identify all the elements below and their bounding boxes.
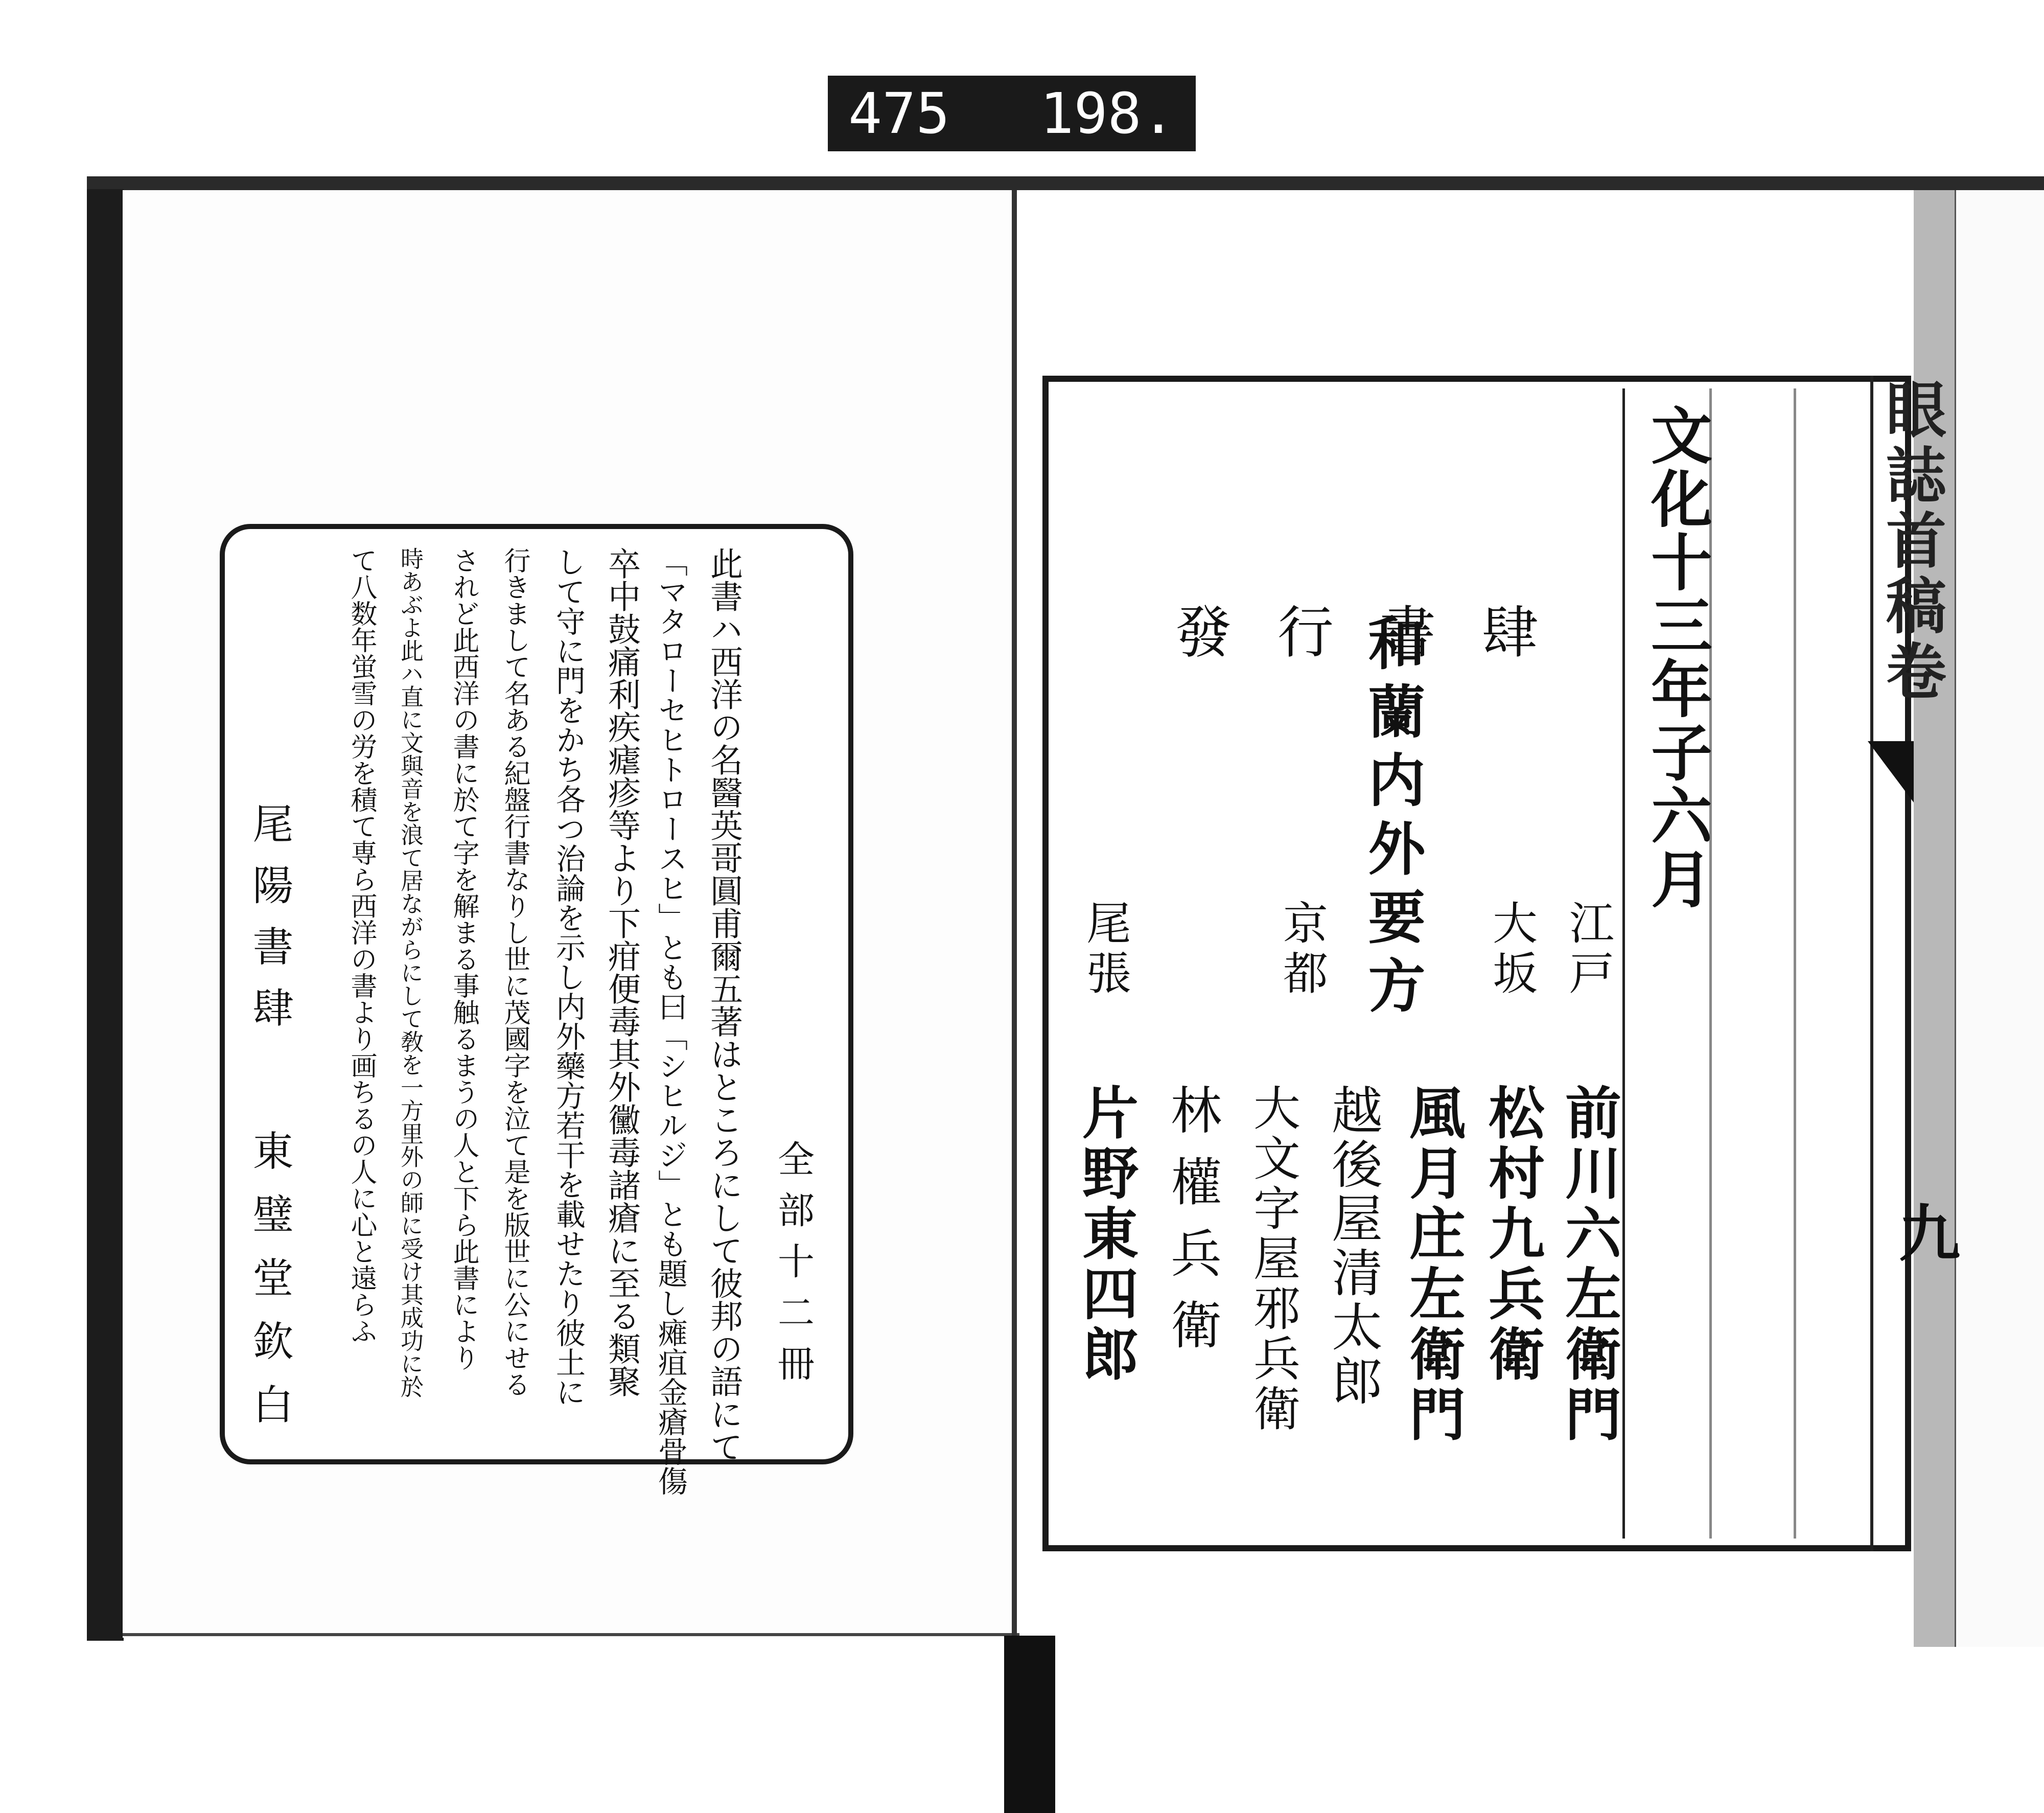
ad-line: 時あぶよ此ハ直に文與音を浪て居ながらにして敎を一方里外の師に受け其成功に於	[397, 547, 424, 1398]
title-marker	[1868, 741, 1914, 802]
call-number-label	[828, 76, 1196, 151]
advertisement-title: 和蘭内外要方	[1359, 613, 1426, 1024]
publication-date: 文化十三年子六月	[1641, 404, 1713, 911]
ad-line: されど此西洋の書に於て字を解まる事触るまうの人と下ら此書により	[448, 547, 479, 1371]
ad-line: て八数年蛍雪の労を積て専ら西洋の書より画ちるの人に心と遠らふ	[346, 547, 377, 1344]
publisher-name: 風月庄左衛門	[1400, 1084, 1466, 1445]
publisher-name: 越後屋清太郎	[1323, 1084, 1383, 1409]
call-number-left: 475	[848, 81, 950, 146]
folio-number: 九	[1889, 1201, 1961, 1263]
page-bottom-edge	[123, 1633, 1022, 1636]
advertisement-volumes: 全部十二冊	[772, 1140, 815, 1395]
publisher-city: 大坂	[1485, 900, 1538, 1000]
publisher-name: 松村九兵衛	[1479, 1084, 1545, 1385]
spine-title: 眼誌首稿卷	[1876, 378, 1947, 705]
advertisement-box	[220, 524, 853, 1464]
ad-signature-place: 尾陽書肆	[246, 802, 293, 1048]
publisher-city: 京都	[1276, 900, 1329, 1000]
ad-line: 卒中鼓痛利疾瘧疹等より下疳便毒其外黴毒諸瘡に至る類聚	[602, 547, 640, 1397]
ad-line: 行きまして名ある紀盤行書なりし世に茂國字を泣て是を版世に公にせる	[499, 547, 530, 1397]
ad-line: して守に門をかち各つ治論を示し内外藥方若干を載せたり彼土に	[551, 547, 586, 1407]
call-number-right: 198.	[1040, 81, 1175, 146]
spine-shadow	[1004, 1636, 1055, 1813]
publisher-name: 片野東四郎	[1073, 1084, 1139, 1385]
publisher-name: 前川六左衛門	[1556, 1084, 1622, 1445]
scan-top-edge	[87, 176, 2044, 191]
publisher-city: 江戸	[1562, 900, 1615, 1000]
publisher-city: 尾張	[1079, 900, 1132, 1000]
publisher-name: 林權兵衛	[1162, 1084, 1222, 1370]
publisher-name: 大文字屋邪兵衛	[1246, 1084, 1300, 1434]
ad-signature-name: 東璧堂欽白	[246, 1130, 293, 1447]
colophon-rule	[1794, 388, 1796, 1539]
ad-line: 「マタローセヒトロースヒ」とも曰「シヒルジ」とも題し瘫疽金瘡骨傷	[653, 547, 688, 1496]
publishers-heading: 發行書肆	[1175, 600, 1584, 665]
ad-line: 此書ハ西洋の名醫英哥圓甫爾五著はところにして彼邦の語にて	[705, 547, 742, 1463]
left-cover-edge	[87, 189, 124, 1641]
right-margin	[1955, 190, 2044, 1647]
